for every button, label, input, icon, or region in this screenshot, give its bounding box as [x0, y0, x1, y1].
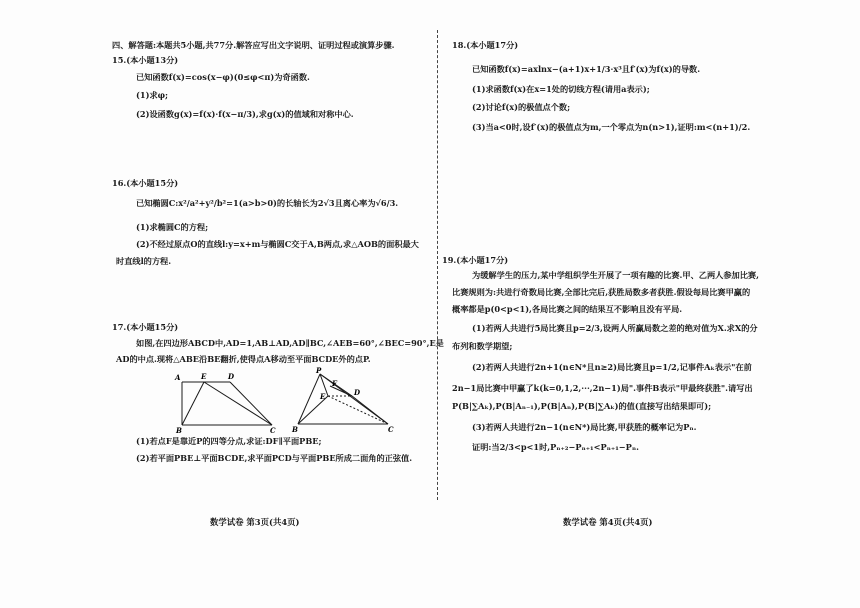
fig2-label-c: C [388, 425, 394, 434]
left-page-footer: 数学试卷 第3页(共4页) [210, 517, 300, 527]
fig2-label-e: E [320, 392, 326, 401]
q18-stem: 已知函数f(x)=axlnx−(a+1)x+1/3·x³且f′(x)为f(x)的导数. [472, 64, 701, 74]
q19-stem-line3: 概率都是p(0<p<1),各局比赛之间的结果互不影响且没有平局. [452, 304, 683, 314]
q17-stem-line1: 如图,在四边形ABCD中,AD=1,AB⊥AD,AD∥BC,∠AEB=60°,∠BEC=90°,E是 [136, 338, 444, 348]
fig2-label-p: P [316, 366, 322, 375]
q15-part2: (2)设函数g(x)=f(x)·f(x−π/3),求g(x)的值域和对称中心. [136, 109, 354, 119]
column-divider [437, 30, 439, 500]
fig2-label-f: F [332, 379, 337, 388]
q19-part2-line2: 2n−1局比赛中甲赢了k(k=0,1,2,···,2n−1)局".事件B表示"甲最终获胜".请写出 [452, 383, 753, 393]
q16-part2-line2: 时直线l的方程. [116, 256, 172, 266]
q19-title: 19.(本小题17分) [442, 255, 509, 265]
q18-title: 18.(本小题17分) [452, 40, 519, 50]
q17-figure-folded [290, 366, 400, 434]
q19-part2-line3: P(B|∑Aₖ),P(B|Aₙ₋₁),P(B|Aₙ),P(B|∑Aₖ)的值(直接写出结果即可); [452, 401, 712, 411]
q19-part2-line1: (2)若两人共进行2n+1(n∈N*且n≥2)局比赛且p=1/2,记事件Aₖ表示"在前 [472, 362, 752, 372]
q17-stem-line2: AD的中点.现将△ABE沿BE翻折,使得点A移动至平面BCDE外的点P. [116, 354, 371, 364]
q17-title: 17.(本小题15分) [112, 322, 179, 332]
q18-part3: (3)当a<0时,设f′(x)的极值点为m,一个零点为n(n>1),证明:m<(n+1)/2. [472, 122, 751, 132]
q19-part1-line2: 布列和数学期望; [452, 341, 513, 351]
q17-part1: (1)若点F是靠近P的四等分点,求证:DF∥平面PBE; [136, 436, 322, 446]
fig1-label-e: E [201, 372, 207, 381]
q18-part2: (2)讨论f(x)的极值点个数; [472, 102, 571, 112]
section-header: 四、解答题:本题共5小题,共77分.解答应写出文字说明、证明过程或演算步骤. [112, 40, 395, 50]
q15-title: 15.(本小题13分) [112, 55, 179, 65]
q17-part2: (2)若平面PBE⊥平面BCDE,求平面PCD与平面PBE所成二面角的正弦值. [136, 453, 413, 463]
q19-part1-line1: (1)若两人共进行5局比赛且p=2/3,设两人所赢局数之差的绝对值为X.求X的分 [472, 323, 758, 333]
q18-part1: (1)求函数f(x)在x=1处的切线方程(请用a表示); [472, 84, 650, 94]
fig1-label-b: B [176, 426, 182, 434]
right-page-footer: 数学试卷 第4页(共4页) [563, 517, 653, 527]
q19-stem-line1: 为缓解学生的压力,某中学组织学生开展了一项有趣的比赛.甲、乙两人参加比赛, [472, 270, 759, 280]
q17-figure-planar [172, 370, 282, 434]
fig2-label-d: D [354, 388, 361, 397]
q16-part2-line1: (2)不经过原点O的直线l:y=x+m与椭圆C交于A,B两点,求△AOB的面积最大 [136, 239, 419, 249]
q19-stem-line2: 比赛规则为:共进行奇数局比赛,全部比完后,获胜局数多者获胜.假设每局比赛甲赢的 [452, 287, 751, 297]
fig1-label-d: D [228, 372, 235, 381]
q16-title: 16.(本小题15分) [112, 178, 179, 188]
q15-part1: (1)求φ; [136, 90, 169, 100]
fig1-label-c: C [270, 426, 276, 434]
q16-stem: 已知椭圆C:x²/a²+y²/b²=1(a>b>0)的长轴长为2√3且离心率为√6/3. [136, 198, 399, 208]
q19-proof: 证明:当2/3<p<1时,Pₙ₊₂−Pₙ₊₁<Pₙ₊₁−Pₙ. [472, 442, 639, 452]
q16-part1: (1)求椭圆C的方程; [136, 222, 209, 232]
q19-part3: (3)若两人共进行2n−1(n∈N*)局比赛,甲获胜的概率记为Pₙ. [472, 422, 697, 432]
fig2-label-b: B [292, 425, 298, 434]
fig1-label-a: A [175, 373, 181, 382]
q15-stem: 已知函数f(x)=cos(x−φ)(0≤φ<π)为奇函数. [136, 72, 310, 82]
